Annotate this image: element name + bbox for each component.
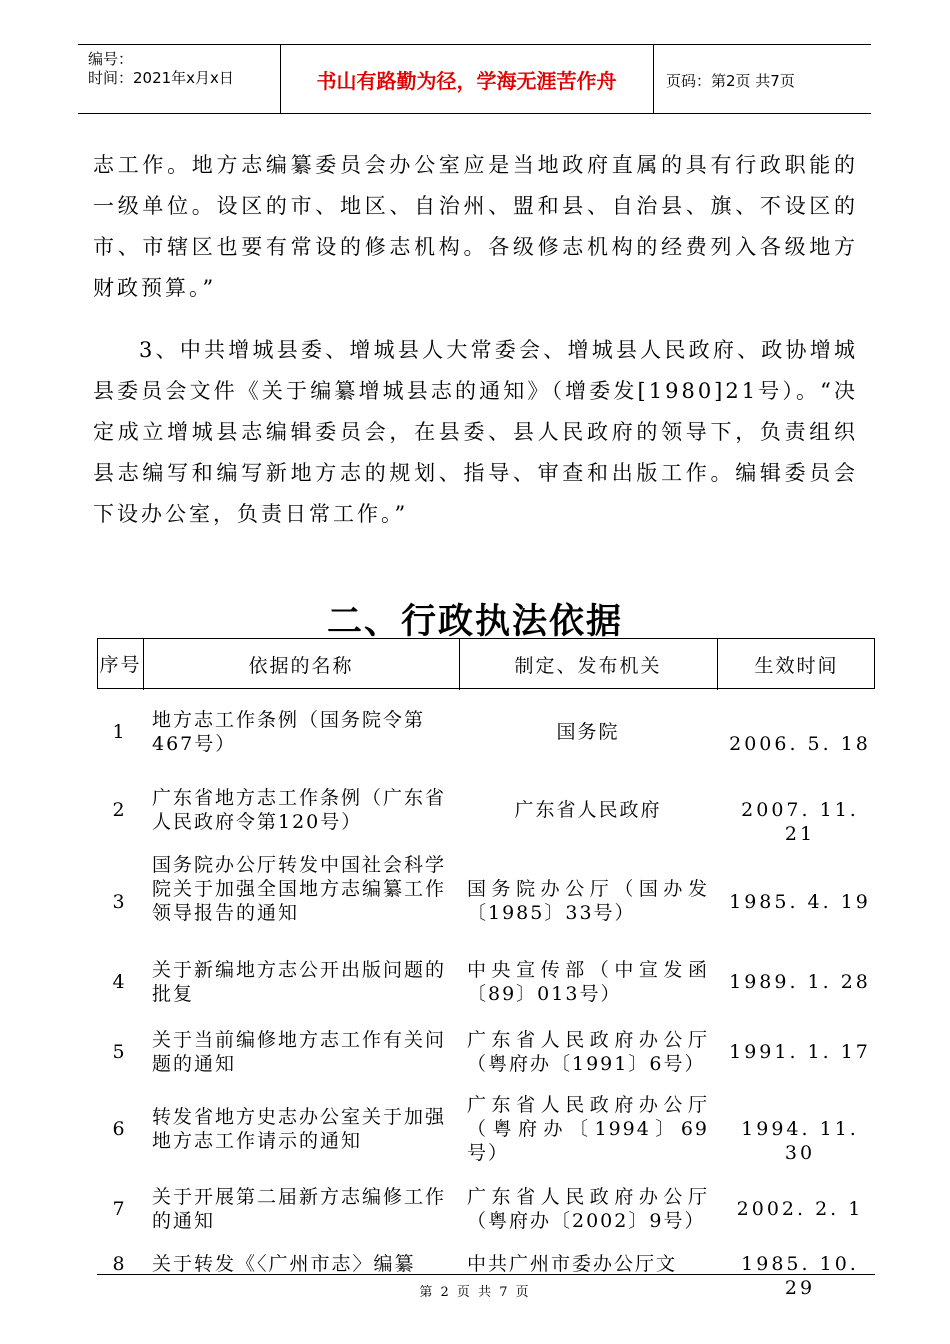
cell-name: 关于转发《〈广州市志〉编纂 xyxy=(152,1253,416,1275)
cell-date: 1989. 1. 28 xyxy=(729,971,871,993)
cell-name: 关于开展第二届新方志编修工作的通知 xyxy=(152,1186,447,1232)
cell-name: 转发省地方史志办公室关于加强地方志工作请示的通知 xyxy=(152,1106,447,1152)
page-footer: 第 2 页 共 7 页 xyxy=(419,1285,531,1300)
cell-name: 广东省地方志工作条例（广东省人民政府令第120号） xyxy=(152,787,447,833)
cell-org: 广东省人民政府办公厅（粤府办〔1994〕69号） xyxy=(467,1094,709,1164)
header-cell-org: 制定、发布机关 xyxy=(514,655,662,677)
cell-date: 1991. 1. 17 xyxy=(729,1041,871,1063)
cell-no: 4 xyxy=(112,971,127,993)
cell-date: 1985. 4. 19 xyxy=(729,891,871,913)
header-cell-name: 依据的名称 xyxy=(248,655,354,677)
header-page-info: 页码：第2页 共7页 xyxy=(666,72,795,90)
cell-org: 广东省人民政府办公厅（粤府办〔2002〕9号） xyxy=(467,1186,709,1232)
cell-name: 关于新编地方志公开出版问题的批复 xyxy=(152,959,447,1005)
section-title: 二、行政执法依据 xyxy=(326,602,623,642)
cell-no: 7 xyxy=(112,1198,127,1220)
cell-no: 6 xyxy=(112,1118,127,1140)
time-label: 时间：2021年x月x日 xyxy=(88,69,234,87)
cell-no: 2 xyxy=(112,799,127,821)
cell-org: 国务院 xyxy=(556,721,620,743)
cell-date: 1985. 10. 29 xyxy=(741,1253,859,1299)
cell-no: 8 xyxy=(112,1253,127,1275)
header-meta xyxy=(88,50,234,88)
cell-date: 2002. 2. 1 xyxy=(736,1198,864,1220)
header-divider xyxy=(653,44,654,114)
cell-name: 地方志工作条例（国务院令第467号） xyxy=(152,709,426,755)
number-label: 编号： xyxy=(88,50,134,68)
cell-org: 中央宣传部（中宣发函〔89〕013号） xyxy=(467,959,709,1005)
body-paragraph: 3、中共增城县委、增城县人大常委会、增城县人民政府、政协增城县委员会文件《关于编纂增城县志的通知》（增委发[1980]21号）。“决定成立增城县志编辑委员会，在县委、县人民政府的领导下，负责组织县志编写和编写新地方志的规划、指导、审查和出版工作。编辑委员会下设办公室，负责日常工作。” xyxy=(93,338,858,526)
cell-name: 国务院办公厅转发中国社会科学院关于加强全国地方志编纂工作领导报告的通知 xyxy=(152,854,447,924)
cell-org: 广东省人民政府 xyxy=(514,799,662,821)
header-cell-no: 序号 xyxy=(99,653,142,676)
header-top-rule xyxy=(78,44,871,45)
header-motto: 书山有路勤为径，学海无涯苦作舟 xyxy=(316,69,617,93)
table-bottom-rule xyxy=(97,1274,875,1275)
cell-date: 1994. 11. 30 xyxy=(741,1118,859,1164)
header-bottom-rule xyxy=(78,113,871,114)
cell-date: 2006. 5. 18 xyxy=(729,733,871,755)
cell-org: 广东省人民政府办公厅（粤府办〔1991〕6号） xyxy=(467,1029,709,1075)
cell-no: 5 xyxy=(112,1041,127,1063)
cell-name: 关于当前编修地方志工作有关问题的通知 xyxy=(152,1029,447,1075)
header-cell-date: 生效时间 xyxy=(754,655,839,677)
cell-no: 1 xyxy=(112,721,127,743)
cell-org: 中共广州市委办公厅文 xyxy=(467,1253,678,1275)
page-header xyxy=(78,44,871,114)
cell-org: 国务院办公厅（国办发〔1985〕33号） xyxy=(467,878,709,924)
cell-date: 2007. 11. 21 xyxy=(741,799,859,845)
body-paragraph: 志工作。地方志编纂委员会办公室应是当地政府直属的具有行政职能的一级单位。设区的市、地区、自治州、盟和县、自治县、旗、不设区的市、市辖区也要有常设的修志机构。各级修志机构的经费列入各级地方财政预算。” xyxy=(93,153,858,300)
cell-no: 3 xyxy=(112,891,127,913)
table-header xyxy=(97,638,875,689)
